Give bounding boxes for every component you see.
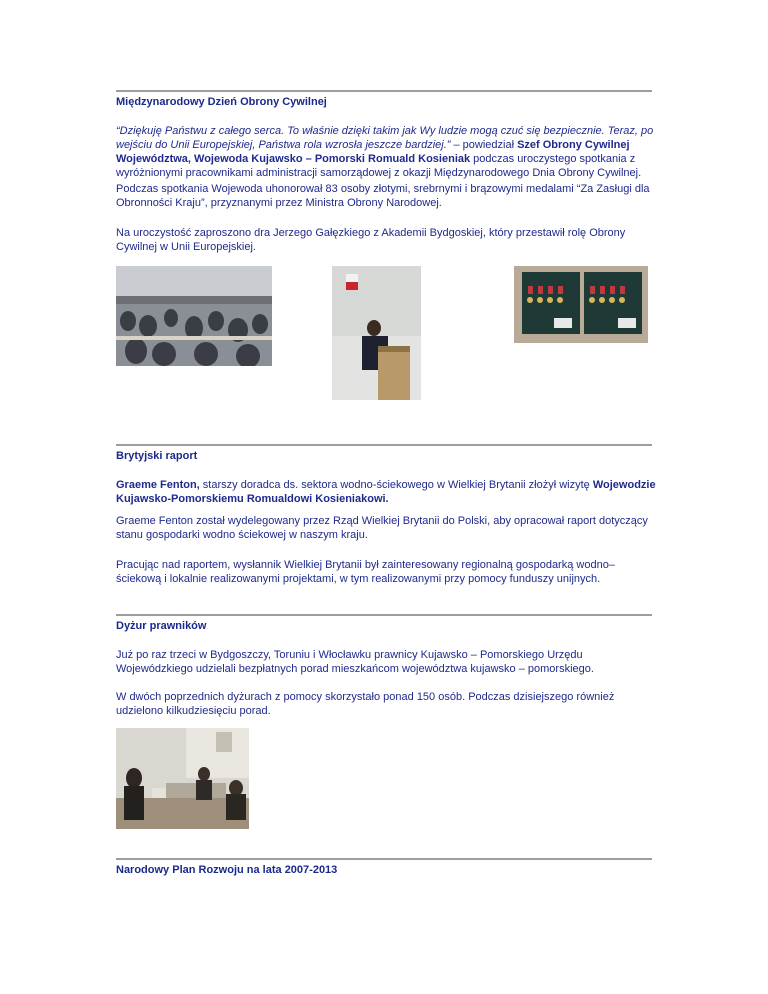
paragraph: [116, 124, 656, 180]
section-divider: [116, 90, 652, 92]
legal-consultation-photo: [116, 728, 249, 829]
conference-hall-photo: [116, 266, 272, 366]
speaker-podium-photo: [332, 266, 421, 400]
emphasis-text: Graeme Fenton,: [116, 479, 200, 491]
section-divider: [116, 858, 652, 860]
emphasis-text: Wojewodzie Kujawsko-Pomorskiemu Romualdowi Kosieniakowi.: [116, 479, 656, 505]
quote-text: “Dziękuję Państwu z całego serca. To właśnie dzięki takim jak Wy ludzie mogą czuć się bezpiecznie. Teraz, po wejściu do Unii Europejskiej, Państwa rola wzrosła jeszcze bardziej.”: [116, 125, 654, 151]
section-divider: [116, 614, 652, 616]
section-heading: Narodowy Plan Rozwoju na lata 2007-2013: [116, 864, 338, 876]
paragraph: Już po raz trzeci w Bydgoszczy, Toruniu i Włocławku prawnicy Kujawsko – Pomorskiego Urzędu Wojewódzkiego udzielali bezpłatnych porad mieszkańcom województwa kujawsko – pomorskiego.: [116, 649, 594, 675]
paragraph: Na uroczystość zaproszono dra Jerzego Gałęzkiego z Akademii Bydgoskiej, który przestawił rolę Obrony Cywilnej w Unii Europejskiej.: [116, 227, 626, 253]
medals-photo: [514, 266, 648, 343]
paragraph: [116, 478, 656, 506]
section-heading: Międzynarodowy Dzień Obrony Cywilnej: [116, 96, 327, 108]
paragraph-text: podczas uroczystego spotkania z wyróżnionymi pracownikami administracji samorządowej z okazji Międzynarodowego Dnia Obrony Cywilnej.: [116, 153, 642, 179]
section-divider: [116, 444, 652, 446]
paragraph-text: – powiedział: [450, 139, 518, 151]
emphasis-text: Szef Obrony Cywilnej Województwa, Wojewoda Kujawsko – Pomorski Romuald Kosieniak: [116, 139, 630, 165]
paragraph: W dwóch poprzednich dyżurach z pomocy skorzystało ponad 150 osób. Podczas dzisiejszego również udzielono kilkudziesięciu porad.: [116, 691, 615, 717]
paragraph-text: starszy doradca ds. sektora wodno-ściekowego w Wielkiej Brytanii złożył wizytę: [199, 479, 593, 491]
paragraph: Graeme Fenton został wydelegowany przez Rząd Wielkiej Brytanii do Polski, aby opracował raport dotyczący stanu gospodarki wodno ściekowej w naszym kraju.: [116, 515, 648, 541]
paragraph: Podczas spotkania Wojewoda uhonorował 83 osoby złotymi, srebrnymi i brązowymi medalami “Za Zasługi dla Obronności Kraju”, przyznanymi przez Ministra Obrony Narodowej.: [116, 183, 650, 209]
section-heading: Brytyjski raport: [116, 450, 198, 462]
paragraph: Pracując nad raportem, wysłannik Wielkiej Brytanii był zainteresowany regionalną gospodarką wodno–ściekową i lokalnie realizowanymi projektami, w tym realizowanymi przy pomocy funduszy unijnych.: [116, 559, 615, 585]
section-heading: Dyżur prawników: [116, 620, 207, 632]
